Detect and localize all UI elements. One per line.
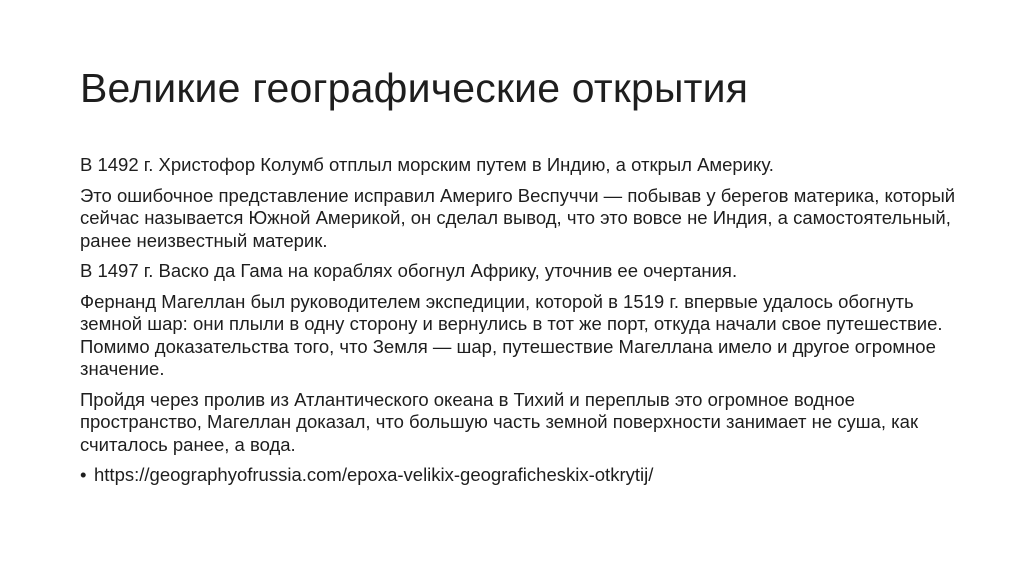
slide-body: [80, 154, 960, 487]
source-url: https://geographyofrussia.com/epoxa-velikix-geograficheskix-otkrytij/: [94, 464, 654, 485]
slide-title: Великие географические открытия: [80, 65, 749, 111]
paragraph-vespucci: Это ошибочное представление исправил Америго Веспуччи — побывав у берегов материка, который сейчас называется Южной Америкой, он сделал вывод, что это вовсе не Индия, а самостоятельный, ранее неизвестный материк.: [80, 184, 956, 251]
bullet-marker: •: [80, 464, 87, 485]
source-link-item: [80, 464, 960, 487]
paragraph-vasco-da-gama: В 1497 г. Васко да Гама на кораблях обогнул Африку, уточнив ее очертания.: [80, 260, 738, 281]
paragraph-columbus: В 1492 г. Христофор Колумб отплыл морским путем в Индию, а открыл Америку.: [80, 154, 774, 175]
paragraph-magellan: Фернанд Магеллан был руководителем экспедиции, которой в 1519 г. впервые удалось обогнуть земной шар: они плыли в одну сторону и вернулись в тот же порт, откуда начали свое путешествие. Помимо доказательства того, что Земля — шар, путешествие Магеллана имело и другое огромное значение.: [80, 290, 943, 379]
paragraph-magellan-ocean: Пройдя через пролив из Атлантического океана в Тихий и переплыв это огромное водное пространство, Магеллан доказал, что большую часть земной поверхности занимает не суша, как считалось ранее, а вода.: [80, 388, 919, 455]
